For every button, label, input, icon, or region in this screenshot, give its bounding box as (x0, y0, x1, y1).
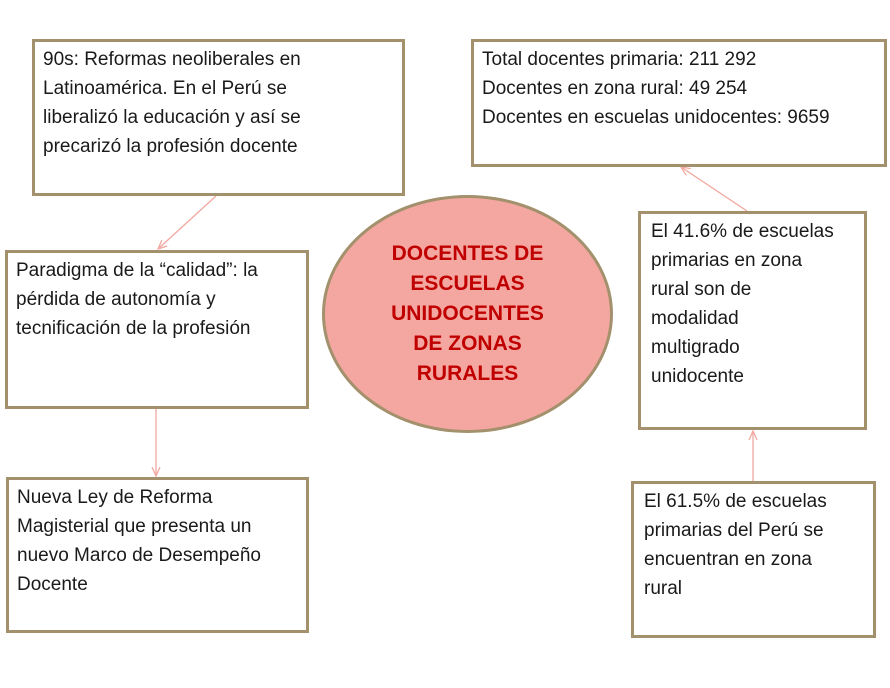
totales-box: Total docentes primaria: 211 292 Docentes en zona rural: 49 254 Docentes en escuelas unidocentes: 9659 (471, 39, 887, 167)
rural-box: El 61.5% de escuelas primarias del Perú se encuentran en zona rural (631, 481, 876, 638)
ley-box: Nueva Ley de Reforma Magisterial que presenta un nuevo Marco de Desempeño Docente (6, 477, 309, 633)
center-ellipse (322, 195, 613, 433)
center-title: DOCENTES DE ESCUELAS UNIDOCENTES DE ZONAS RURALES (391, 242, 544, 385)
paradigma-box: Paradigma de la “calidad”: la pérdida de autonomía y tecnificación de la profesión (5, 250, 309, 409)
multigrado-box: El 41.6% de escuelas primarias en zona rural son de modalidad multigrado unidocente (638, 211, 867, 430)
arrow-reformas-to-paradigma (158, 196, 216, 249)
arrow-multigrado-to-totales (681, 167, 747, 211)
reformas-box: 90s: Reformas neoliberales en Latinoamérica. En el Perú se liberalizó la educación y así se precarizó la profesión docente (32, 39, 405, 196)
